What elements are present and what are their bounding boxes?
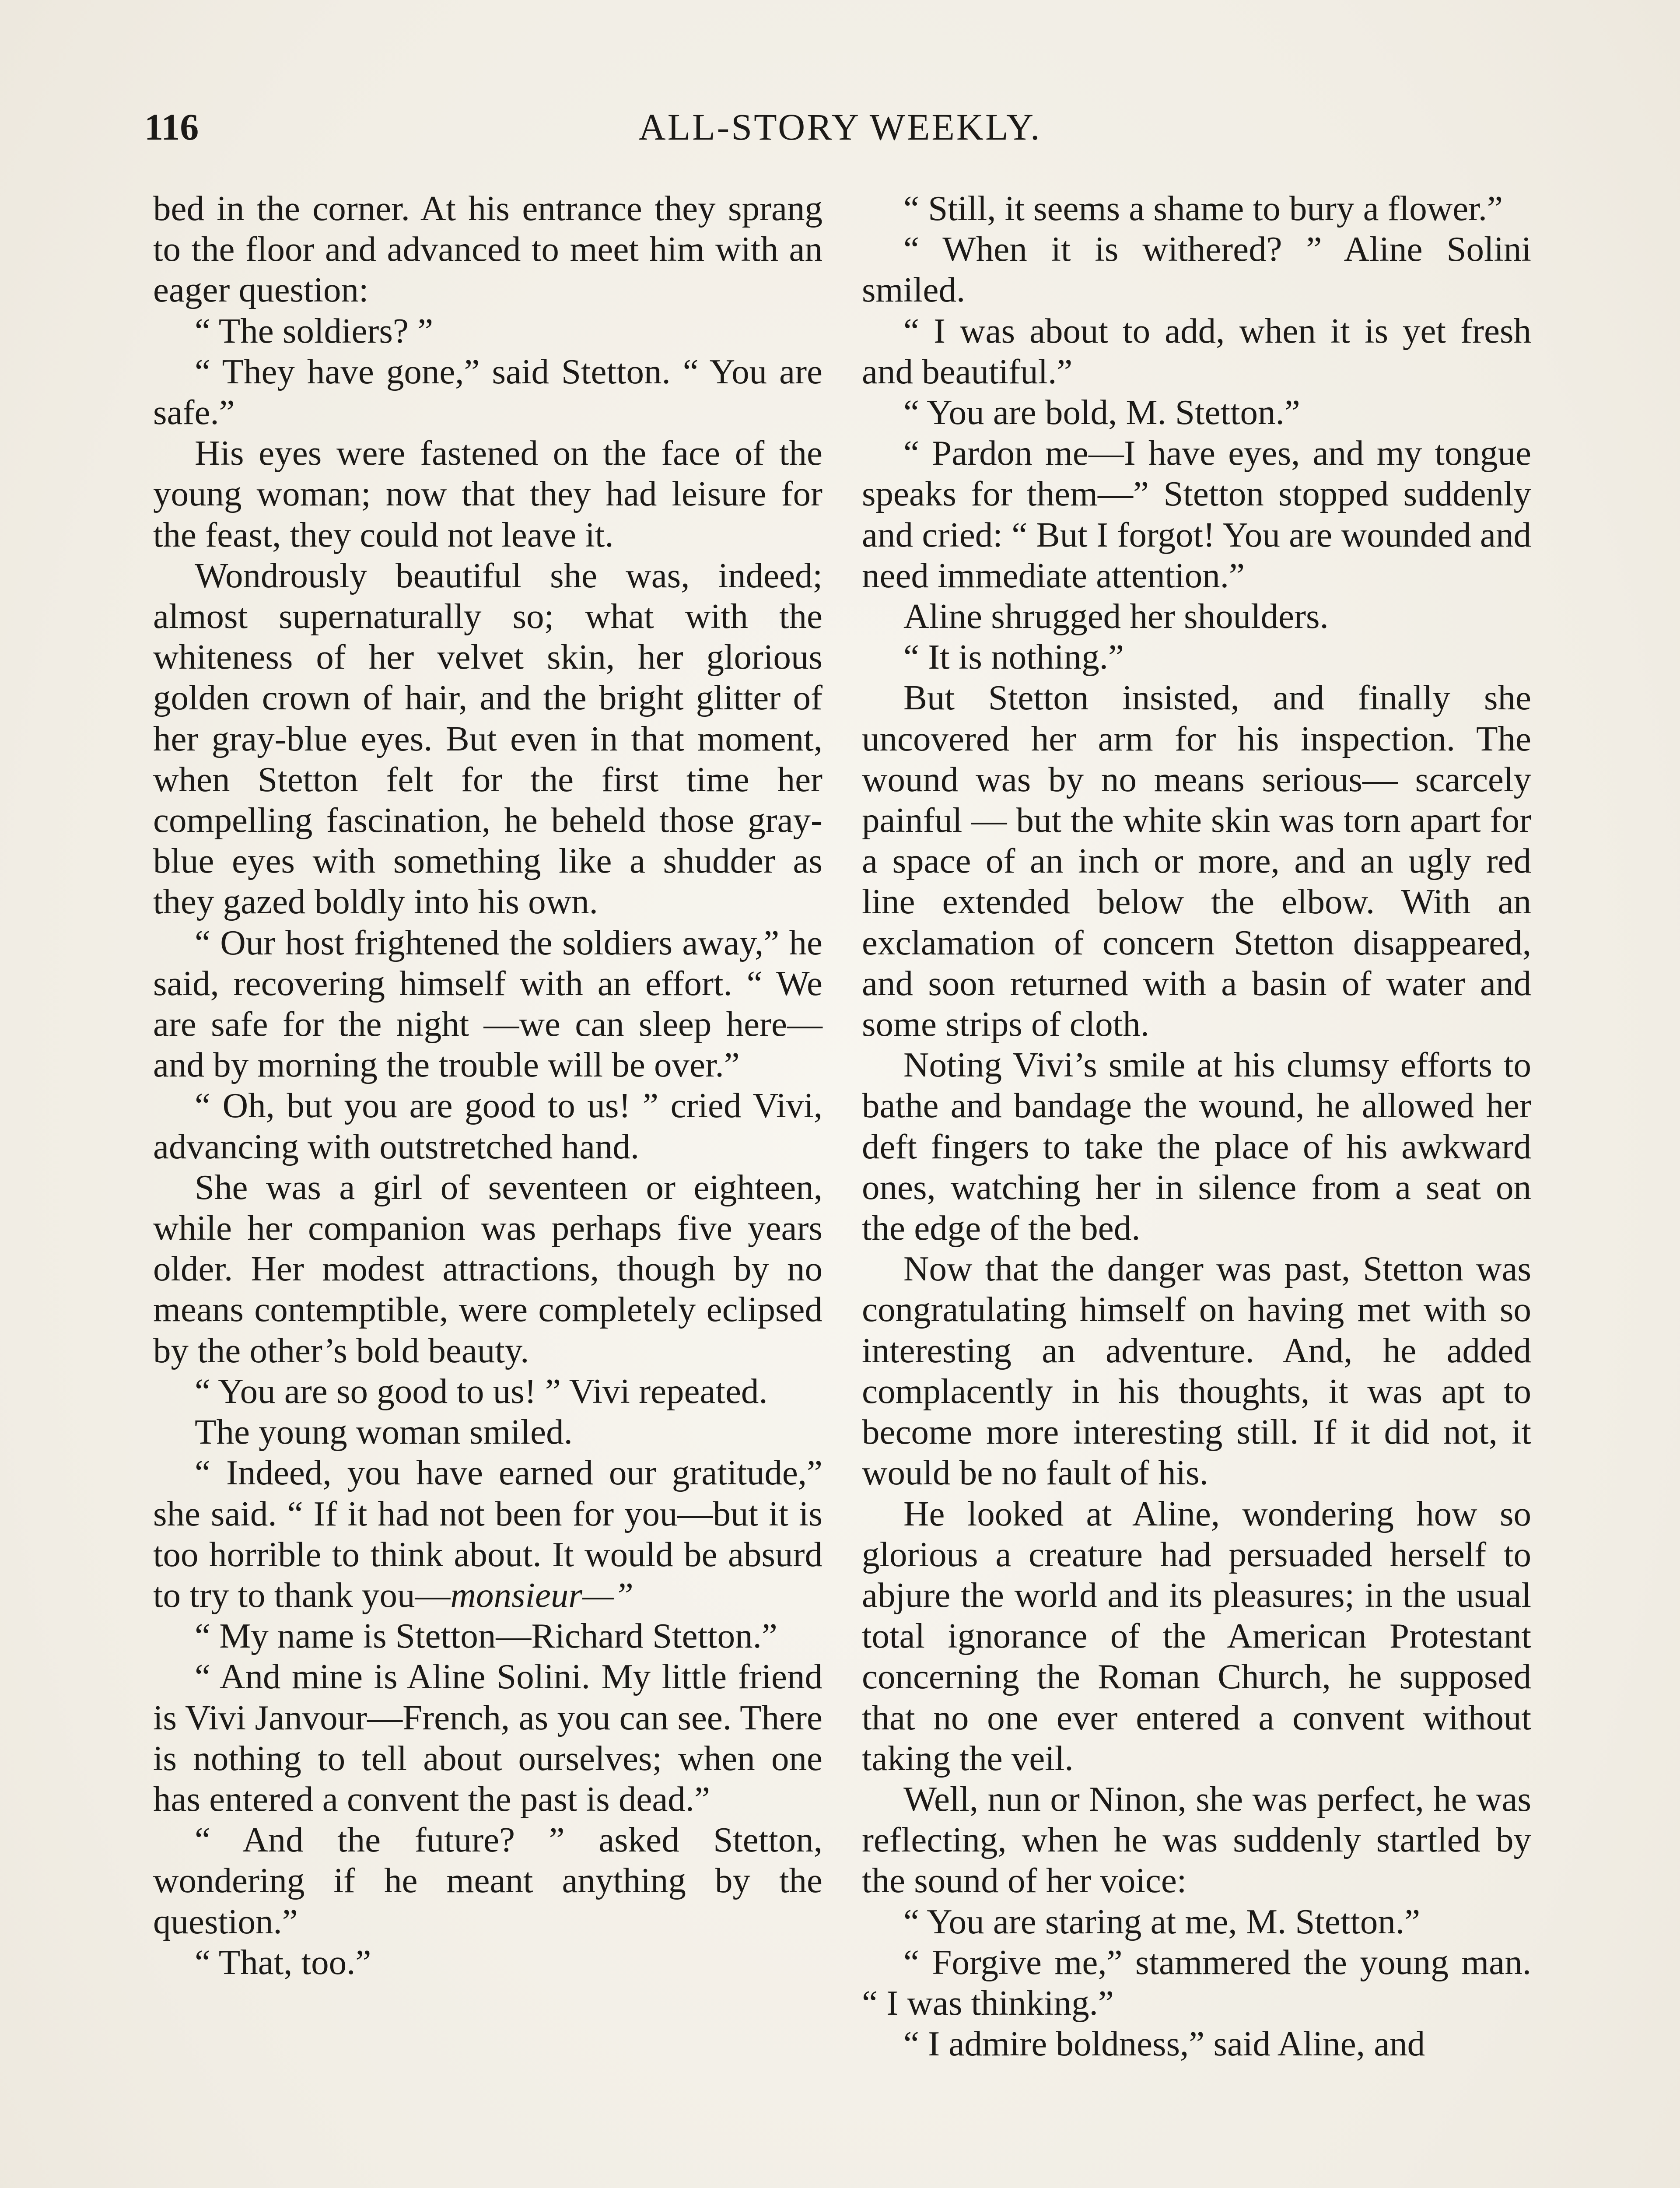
- paragraph: Aline shrugged her shoulders.: [903, 596, 1329, 636]
- paragraph: “ I admire boldness,” said Aline, and: [903, 2024, 1425, 2064]
- paragraph: Noting Vivi’s smile at his clumsy efforts to bathe and bandage the wound, he allowed her deft fingers to take the place of his awkward ones, watching her in silence from a seat on the edge of the bed.: [862, 1045, 1531, 1248]
- paragraph: “ You are staring at me, M. Stetton.”: [903, 1901, 1421, 1941]
- paragraph: “ Our host frightened the soldiers away,” he said, recovering himself with an effort. “ We are safe for the night —we can sleep here—and by morning the trouble will be over.”: [153, 922, 822, 1085]
- paragraph: “ Still, it seems a shame to bury a flower.”: [903, 189, 1503, 228]
- paragraph: “ They have gone,” said Stetton. “ You are safe.”: [153, 351, 822, 432]
- paragraph: His eyes were fastened on the face of the young woman; now that they had leisure for the feast, they could not leave it.: [153, 433, 822, 554]
- italic-word: monsieur—”: [450, 1575, 634, 1615]
- paragraph: “ My name is Stetton—Richard Stetton.”: [195, 1616, 777, 1656]
- paragraph: “ Pardon me—I have eyes, and my tongue speaks for them—” Stetton stopped suddenly and cried: “ But I forgot! You are wounded and need immediate attention.”: [862, 433, 1531, 595]
- paragraph: Well, nun or Ninon, she was perfect, he was reflecting, when he was suddenly startled by the sound of her voice:: [862, 1779, 1531, 1900]
- paragraph: “ And mine is Aline Solini. My little friend is Vivi Janvour—French, as you can see. There is nothing to tell about ourselves; when one has entered a convent the past is dead.”: [153, 1657, 822, 1819]
- page-number: 116: [144, 106, 199, 148]
- paragraph: But Stetton insisted, and finally she uncovered her arm for his inspection. The wound was by no means serious— scarcely painful — but the white skin was torn apart for a space of an inch or more, and an ugly red line extended below the elbow. With an exclamation of concern Stetton disappeared, and soon returned with a basin of water and some strips of cloth.: [862, 678, 1531, 1044]
- paragraph: “ You are bold, M. Stetton.”: [903, 393, 1300, 432]
- paragraph: “ Oh, but you are good to us! ” cried Vivi, advancing with outstretched hand.: [153, 1086, 822, 1166]
- running-title: ALL-STORY WEEKLY.: [638, 106, 1042, 148]
- paragraph: “ And the future? ” asked Stetton, wondering if he meant anything by the question.”: [153, 1820, 822, 1941]
- paragraph: “ You are so good to us! ” Vivi repeated.: [195, 1371, 768, 1411]
- left-column: [153, 188, 822, 1983]
- paragraph: “ Forgive me,” stammered the young man. “ I was thinking.”: [862, 1942, 1531, 2023]
- paragraph: Wondrously beautiful she was, indeed; almost supernaturally so; what with the whiteness of her velvet skin, her glorious golden crown of hair, and the bright glitter of her gray-blue eyes. But even in that moment, when Stetton felt for the first time her compelling fascination, he beheld those gray-blue eyes with something like a shudder as they gazed boldly into his own.: [153, 555, 822, 922]
- paragraph: “ When it is withered? ” Aline Solini smiled.: [862, 229, 1531, 310]
- paragraph: “ The soldiers? ”: [195, 311, 434, 351]
- page-header: [144, 98, 1536, 155]
- paragraph: bed in the corner. At his entrance they sprang to the floor and advanced to meet him with an eager question:: [153, 189, 822, 310]
- paragraph: [153, 1452, 822, 1616]
- paragraph: “ I was about to add, when it is yet fresh and beautiful.”: [862, 311, 1531, 391]
- paragraph: “ That, too.”: [195, 1942, 371, 1982]
- paragraph: “ It is nothing.”: [903, 637, 1124, 677]
- paragraph-text: “ Indeed, you have earned our gratitude,” she said. “ If it had not been for you—but it is too horrible to think about. It would be absurd to try to thank you—: [153, 1453, 822, 1615]
- paragraph: The young woman smiled.: [195, 1412, 573, 1452]
- right-column: [862, 188, 1531, 2064]
- paragraph: He looked at Aline, wondering how so glorious a creature had persuaded herself to abjure the world and its pleasures; in the usual total ignorance of the American Protestant concerning the Roman Church, he supposed that no one ever entered a convent without taking the veil.: [862, 1494, 1531, 1778]
- paragraph: Now that the danger was past, Stetton was congratulating himself on having met with so interesting an adventure. And, he added complacently in his thoughts, it was apt to become more interesting still. If it did not, it would be no fault of his.: [862, 1249, 1531, 1493]
- paragraph: She was a girl of seventeen or eighteen, while her companion was perhaps five years older. Her modest attractions, though by no means contemptible, were completely eclipsed by the other’s bold beauty.: [153, 1167, 822, 1370]
